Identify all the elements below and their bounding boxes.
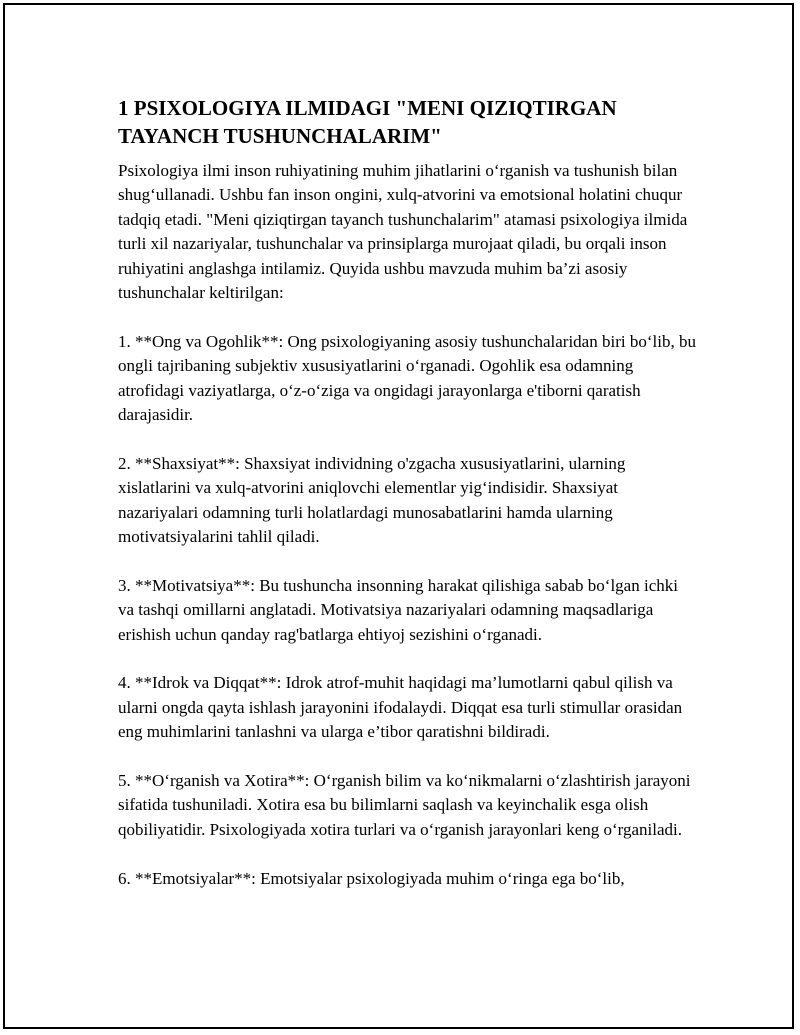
paragraph-ong-va-ogohlik: 1. **Ong va Ogohlik**: Ong psixologiyaning asosiy tushunchalaridan biri bo‘lib, bu ongli tajribaning subjektiv xususiyatlarini o‘rganadi. Ogohlik esa odamning atrofidagi vaziyatlarga, o‘z-o‘ziga va ongidagi jarayonlarga e'tiborni qaratish darajasidir. [118,331,696,425]
paragraph-organish-va-xotira: 5. **O‘rganish va Xotira**: O‘rganish bilim va ko‘nikmalarni o‘zlashtirish jarayoni sifatida tushuniladi. Xotira esa bu bilimlarni saqlash va keyinchalik esga olish qobiliyatidir. Psixologiyada xotira turlari va o‘rganish jarayonlari keng o‘rganiladi. [118,771,691,839]
document-body [118,94,698,915]
paragraph-idrok-va-diqqat: 4. **Idrok va Diqqat**: Idrok atrof-muhit haqidagi ma’lumotlarni qabul qilish va ularni ongda qayta ishlash jarayonini ifodalaydi. Diqqat esa turli stimullar orasidan eng muhimlarini tanlashni va ularga e’tibor qaratishni bildiradi. [118,673,683,742]
document-title: 1 PSIXOLOGIYA ILMIDAGI "MENI QIZIQTIRGAN TAYANCH TUSHUNCHALARIM" [118,96,617,148]
paragraph-shaxsiyat: 2. **Shaxsiyat**: Shaxsiyat individning o'zgacha xususiyatlarini, ularning xislatlarini va xulq-atvorini aniqlovchi elementlar yig‘indisidir. Shaxsiyat nazariyalari odamning turli holatlardagi munosabatlarini hamda ularning motivatsiyalarini tahlil qiladi. [118,453,626,547]
paragraph-emotsiyalar: 6. **Emotsiyalar**: Emotsiyalar psixologiyada muhim o‘ringa ega bo‘lib, [118,868,625,888]
intro-paragraph: Psixologiya ilmi inson ruhiyatining muhim jihatlarini o‘rganish va tushunish bilan shug‘ullanadi. Ushbu fan inson ongini, xulq-atvorini va emotsional holatini chuqur tadqiq etadi. "Meni qiziqtirgan tayanch tushunchalarim" atamasi psixologiya ilmida turli xil nazariyalar, tushunchalar va prinsiplarga murojaat qiladi, bu orqali inson ruhiyatini anglashga intilamiz. Quyida ushbu mavzuda muhim ba’zi asosiy tushunchalar keltirilgan: [118,161,688,303]
paragraph-motivatsiya: 3. **Motivatsiya**: Bu tushuncha insonning harakat qilishiga sabab bo‘lgan ichki va tashqi omillarni anglatadi. Motivatsiya nazariyalari odamning maqsadlariga erishish uchun qanday rag'batlarga ehtiyoj sezishini o‘rganadi. [118,575,678,644]
